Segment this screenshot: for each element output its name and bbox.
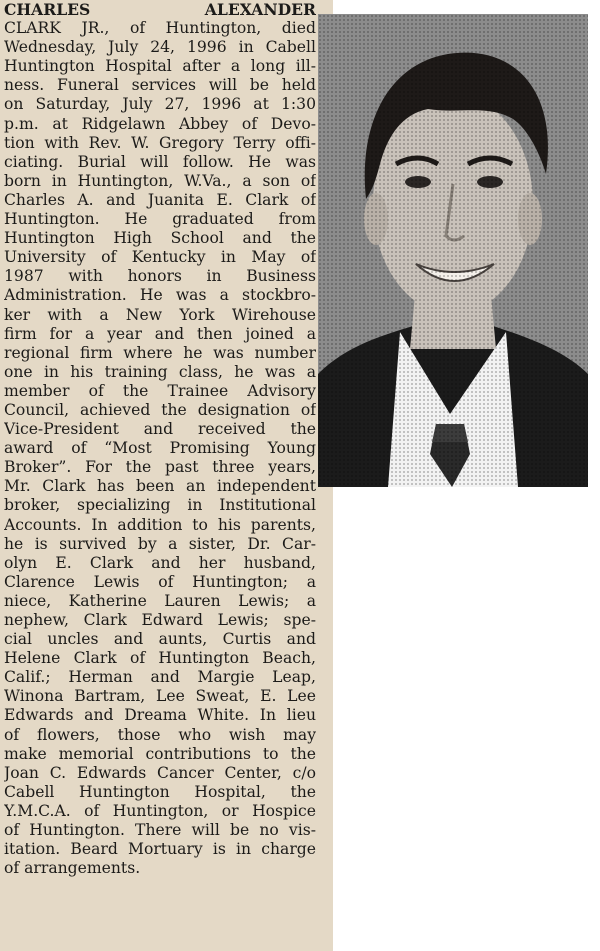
obituary-line: 1987 with honors in Business — [4, 267, 316, 286]
obituary-line: one in his training class, he was a — [4, 362, 316, 381]
obituary-line: tion with Rev. W. Gregory Terry offi- — [4, 133, 316, 152]
obituary-line: on Saturday, July 27, 1996 at 1:30 — [4, 95, 316, 114]
obituary-line: firm for a year and then joined a — [4, 324, 316, 343]
obituary-line: niece, Katherine Lauren Lewis; a — [4, 591, 316, 610]
obituary-line: Y.M.C.A. of Huntington, or Hospice — [4, 801, 316, 820]
obituary-line: Joan C. Edwards Cancer Center, c/o — [4, 763, 316, 782]
obituary-line: born in Huntington, W.Va., a son of — [4, 171, 316, 190]
obituary-line: award of “Most Promising Young — [4, 439, 316, 458]
obituary-text-column — [4, 0, 316, 878]
obituary-line: Huntington. He graduated from — [4, 210, 316, 229]
obituary-line: regional firm where he was number — [4, 343, 316, 362]
obituary-line: Cabell Huntington Hospital, the — [4, 782, 316, 801]
obituary-line: ciating. Burial will follow. He was — [4, 152, 316, 171]
obituary-line: olyn E. Clark and her husband, — [4, 553, 316, 572]
obituary-line: Broker”. For the past three years, — [4, 458, 316, 477]
obituary-line: Clarence Lewis of Huntington; a — [4, 572, 316, 591]
obituary-line: Winona Bartram, Lee Sweat, E. Lee — [4, 687, 316, 706]
obituary-line: Huntington Hospital after a long ill- — [4, 57, 316, 76]
obituary-line: Administration. He was a stockbro- — [4, 286, 316, 305]
obituary-line: broker, specializing in Institutional — [4, 496, 316, 515]
obituary-line: member of the Trainee Advisory — [4, 381, 316, 400]
obituary-line: of arrangements. — [4, 859, 141, 878]
obituary-line: cial uncles and aunts, Curtis and — [4, 630, 316, 649]
obituary-line: of flowers, those who wish may — [4, 725, 316, 744]
obituary-line: Charles A. and Juanita E. Clark of — [4, 190, 316, 209]
obituary-line: he is survived by a sister, Dr. Car- — [4, 534, 316, 553]
portrait-photo-icon — [318, 14, 588, 487]
obituary-line: CLARK JR., of Huntington, died — [4, 19, 316, 38]
obituary-line: Council, achieved the designation of — [4, 400, 316, 419]
obituary-line: p.m. at Ridgelawn Abbey of Devo- — [4, 114, 316, 133]
portrait-photo — [318, 14, 588, 487]
obituary-line: itation. Beard Mortuary is in charge — [4, 840, 316, 859]
obituary-line: ness. Funeral services will be held — [4, 76, 316, 95]
obituary-line: Mr. Clark has been an independent — [4, 477, 316, 496]
obituary-line: make memorial contributions to the — [4, 744, 316, 763]
obituary-line: Edwards and Dreama White. In lieu — [4, 706, 316, 725]
obituary-line: Wednesday, July 24, 1996 in Cabell — [4, 38, 316, 57]
obituary-line: of Huntington. There will be no vis- — [4, 821, 316, 840]
obituary-line: nephew, Clark Edward Lewis; spe- — [4, 611, 316, 629]
obituary-line: Accounts. In addition to his parents, — [4, 515, 316, 534]
obituary-line: Calif.; Herman and Margie Leap, — [4, 668, 316, 687]
obituary-line: Vice-President and received the — [4, 420, 316, 439]
obituary-line: University of Kentucky in May of — [4, 248, 316, 267]
halftone-texture — [318, 14, 588, 487]
obituary-line: Huntington High School and the — [4, 229, 316, 248]
obituary-line: ker with a New York Wirehouse — [4, 305, 316, 324]
obituary-line: Helene Clark of Huntington Beach, — [4, 649, 316, 668]
obituary-line: CHARLES ALEXANDER — [4, 0, 316, 19]
